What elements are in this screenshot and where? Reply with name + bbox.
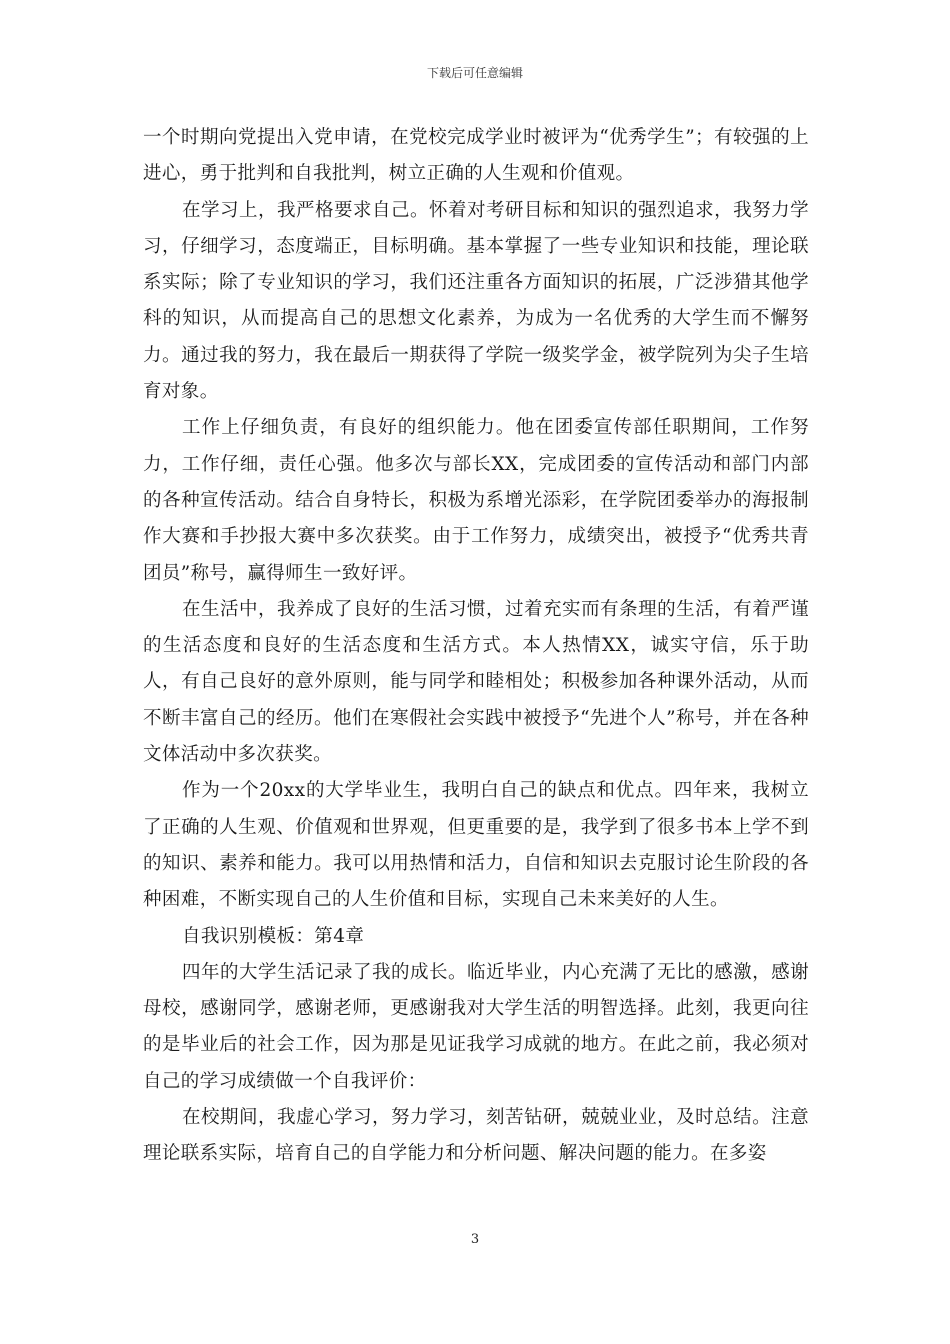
paragraph-1: 一个时期向党提出入党申请，在党校完成学业时被评为“优秀学生”；有较强的上进心，勇于批判和自我批判，树立正确的人生观和价值观。 xyxy=(143,127,809,185)
section-heading: 自我识别模板：第4章 xyxy=(182,925,365,947)
paragraph-2: 在学习上，我严格要求自己。怀着对考研目标和知识的强烈追求，我努力学习，仔细学习，态度端正，目标明确。基本掌握了一些专业知识和技能，理论联系实际；除了专业知识的学习，我们还注重各方面知识的拓展，广泛涉猎其他学科的知识，从而提高自己的思想文化素养，为成为一名优秀的大学生而不懈努力。通过我的努力，我在最后一期获得了学院一级奖学金，被学院列为尖子生培育对象。 xyxy=(143,199,809,403)
paragraph-4: 在生活中，我养成了良好的生活习惯，过着充实而有条理的生活，有着严谨的生活态度和良好的生活态度和生活方式。本人热情XX，诚实守信，乐于助人，有自己良好的意外原则，能与同学和睦相处；积极参加各种课外活动，从而不断丰富自己的经历。他们在寒假社会实践中被授予“先进个人”称号，并在各种文体活动中多次获奖。 xyxy=(143,598,809,766)
page-header: 下载后可任意编辑 xyxy=(426,66,523,80)
paragraph-5: 作为一个20xx的大学毕业生，我明白自己的缺点和优点。四年来，我树立了正确的人生观、价值观和世界观，但更重要的是，我学到了很多书本上学不到的知识、素养和能力。我可以用热情和活力，自信和知识去克服讨论生阶段的各种困难，不断实现自己的人生价值和目标，实现自己未来美好的人生。 xyxy=(143,780,809,911)
paragraph-7: 在校期间，我虚心学习，努力学习，刻苦钻研，兢兢业业，及时总结。注意理论联系实际，培育自己的自学能力和分析问题、解决问题的能力。在多姿 xyxy=(143,1107,809,1165)
page-number: 3 xyxy=(470,1232,480,1247)
document-body xyxy=(143,120,809,1173)
paragraph-6: 四年的大学生活记录了我的成长。临近毕业，内心充满了无比的感激，感谢母校，感谢同学，感谢老师，更感谢我对大学生活的明智选择。此刻，我更向往的是毕业后的社会工作，因为那是见证我学习成就的地方。在此之前，我必须对自己的学习成绩做一个自我评价： xyxy=(143,961,809,1092)
paragraph-3: 工作上仔细负责，有良好的组织能力。他在团委宣传部任职期间，工作努力，工作仔细，责任心强。他多次与部长XX，完成团委的宣传活动和部门内部的各种宣传活动。结合自身特长，积极为系增光添彩，在学院团委举办的海报制作大赛和手抄报大赛中多次获奖。由于工作努力，成绩突出，被授予“优秀共青团员”称号，赢得师生一致好评。 xyxy=(143,417,809,584)
